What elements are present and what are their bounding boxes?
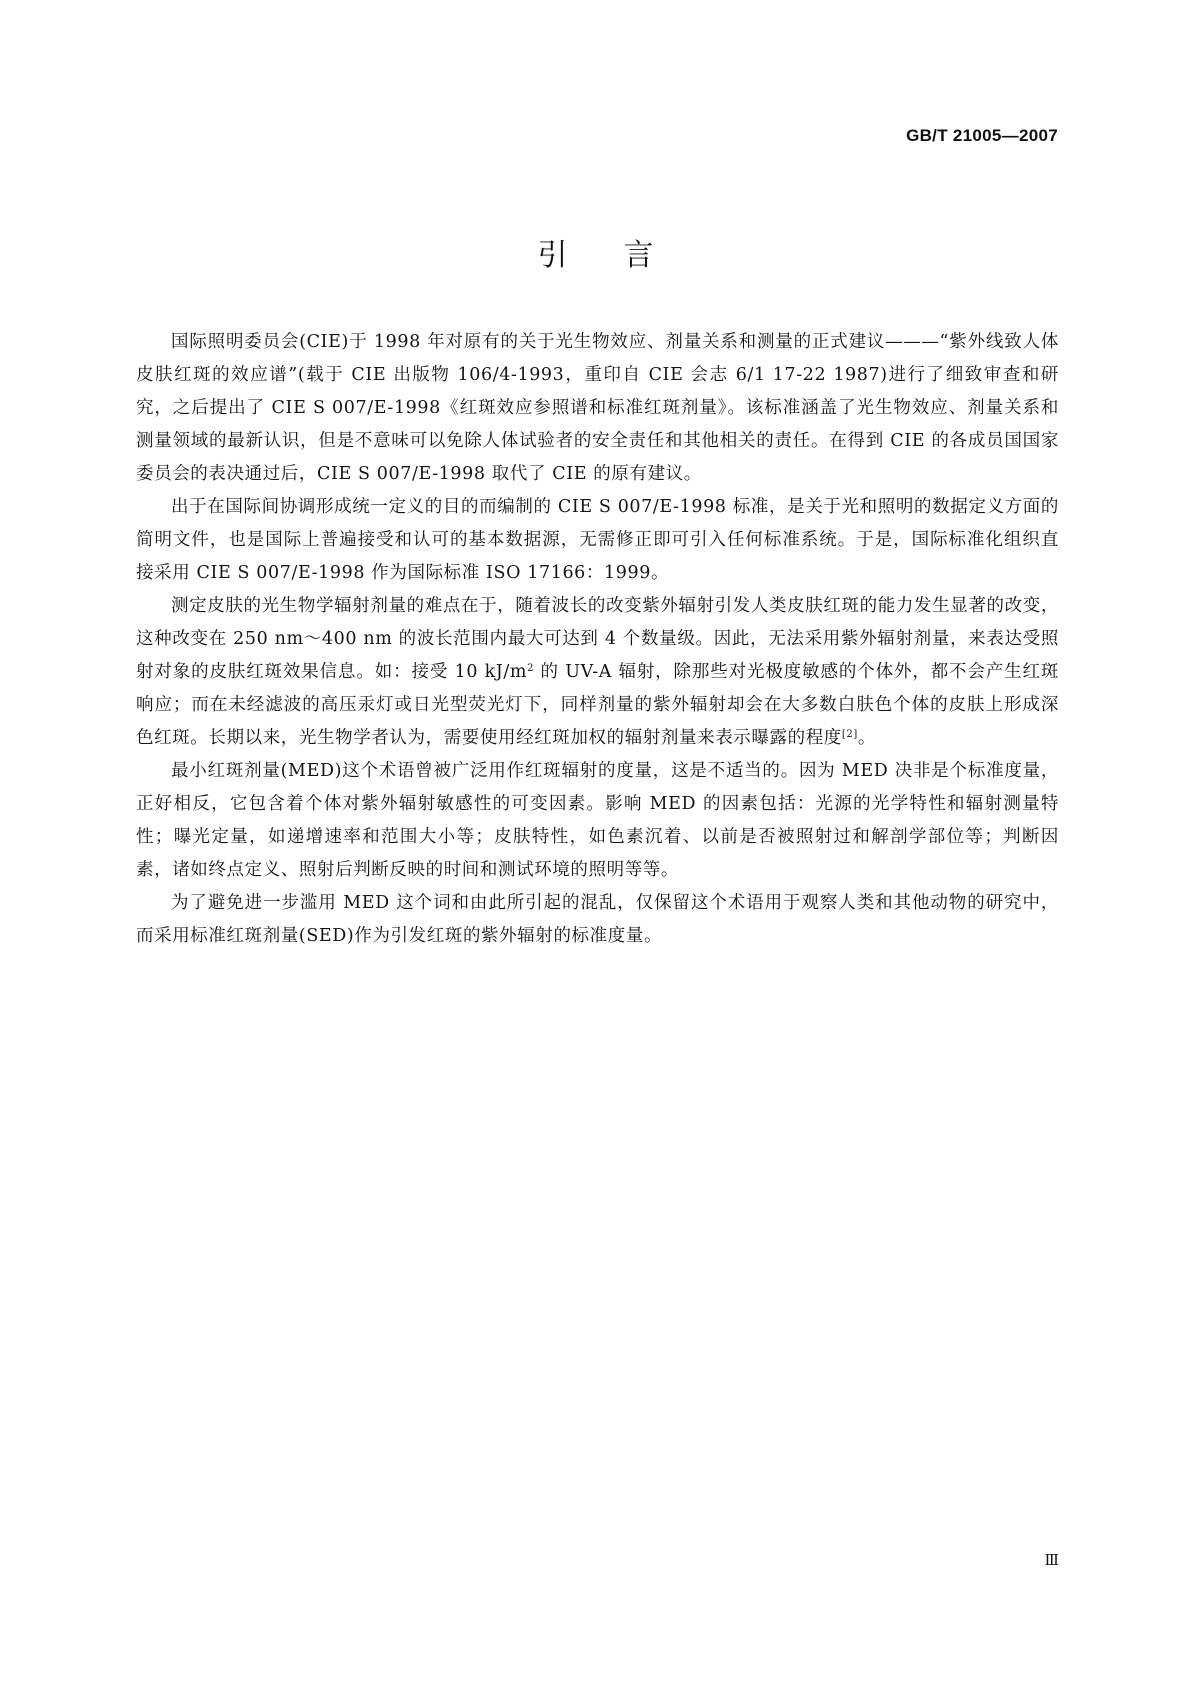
paragraph-3-part-1: 测定皮肤的光生物学辐射剂量的难点在于，随着波长的改变紫外辐射引发人类皮肤红斑的能力发生显著的改变，这种改变在 250 nm～400 nm 的波长范围内最大可达到 4 个数量级。因此，无法采用紫外辐射剂量，来表达受照射对象的皮肤红斑效果信息。如：接受 10 kJ/m bbox=[136, 596, 1059, 682]
unit-superscript: 2 bbox=[527, 663, 535, 674]
paragraph-1: 国际照明委员会(CIE)于 1998 年对原有的关于光生物效应、剂量关系和测量的正式建议———“紫外线致人体皮肤红斑的效应谱”(载于 CIE 出版物 106/4-1993，重印自 CIE 会志 6/1 17-22 1987)进行了细致审查和研究，之后提出了 CIE S 007/E-1998《红斑效应参照谱和标准红斑剂量》。该标准涵盖了光生物效应、剂量关系和测量领域的最新认识，但是不意味可以免除人体试验者的安全责任和其他相关的责任。在得到 CIE 的各成员国国家委员会的表决通过后，CIE S 007/E-1998 取代了 CIE 的原有建议。 bbox=[136, 332, 1059, 484]
citation-reference: [2] bbox=[841, 729, 858, 740]
page-title: 引言 bbox=[537, 238, 710, 273]
paragraph-5: 为了避免进一步滥用 MED 这个词和由此所引起的混乱，仅保留这个术语用于观察人类和其他动物的研究中，而采用标准红斑剂量(SED)作为引发红斑的紫外辐射的标准度量。 bbox=[136, 893, 1059, 946]
page-number: Ⅲ bbox=[1044, 1551, 1059, 1569]
paragraph-2: 出于在国际间协调形成统一定义的目的而编制的 CIE S 007/E-1998 标准，是关于光和照明的数据定义方面的简明文件，也是国际上普遍接受和认可的基本数据源，无需修正即可引入任何标准系统。于是，国际标准化组织直接采用 CIE S 007/E-1998 作为国际标准 ISO 17166：1999。 bbox=[136, 497, 1059, 583]
standard-code: GB/T 21005—2007 bbox=[906, 126, 1058, 145]
paragraph-3-part-3: 。 bbox=[857, 728, 876, 748]
paragraph-4: 最小红斑剂量(MED)这个术语曾被广泛用作红斑辐射的度量，这是不适当的。因为 MED 决非是个标准度量，正好相反，它包含着个体对紫外辐射敏感性的可变因素。影响 MED 的因素包括：光源的光学特性和辐射测量特性；曝光定量，如递增速率和范围大小等；皮肤特性，如色素沉着、以前是否被照射过和解剖学部位等；判断因素，诸如终点定义、照射后判断反映的时间和测试环境的照明等等。 bbox=[136, 761, 1059, 880]
paragraph-3-part-2: 的 UV-A 辐射，除那些对光极度敏感的个体外，都不会产生红斑响应；而在未经滤波的高压汞灯或日光型荧光灯下，同样剂量的紫外辐射却会在大多数白肤色个体的皮肤上形成深色红斑。长期以来，光生物学者认为，需要使用经红斑加权的辐射剂量来表示曝露的程度 bbox=[136, 662, 1059, 748]
paragraph-3 bbox=[136, 590, 1059, 755]
body-text bbox=[136, 326, 1059, 953]
